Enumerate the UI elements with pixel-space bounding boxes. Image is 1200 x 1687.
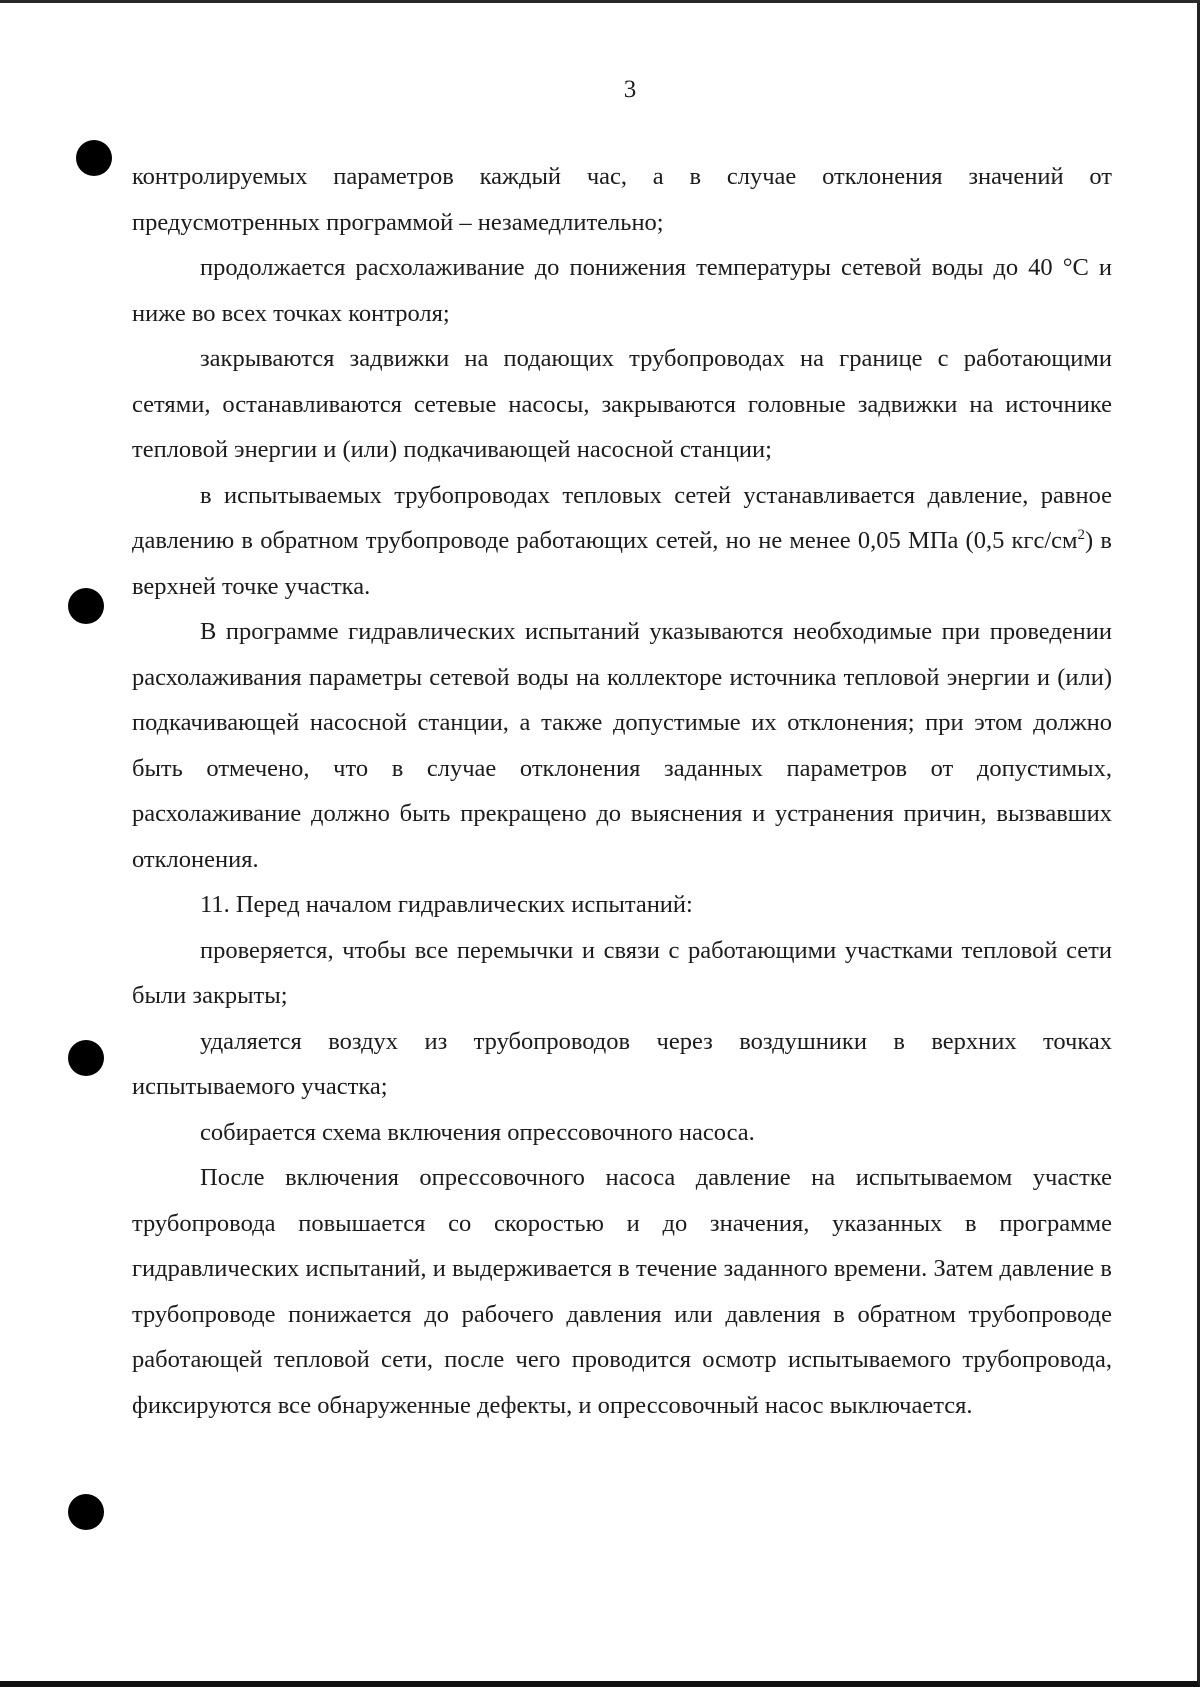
section-heading: 11. Перед началом гидравлических испытаний: [200,891,693,918]
document-body [132,154,1112,1428]
punch-hole-icon [76,140,112,176]
paragraph-text: в испытываемых трубопроводах тепловых сетей устанавливается давление, равное давлению в обратном трубопроводе работающих сетей, но не менее 0,05 МПа (0,5 кгс/см [132,481,1112,554]
paragraph: В программе гидравлических испытаний указываются необходимые при проведении расхолаживания параметры сетевой воды на коллекторе источника тепловой энергии и (или) подкачивающей насосной станции, а также допустимые их отклонения; при этом должно быть отмечено, что в случае отклонения заданных параметров от допустимых, расхолаживание должно быть прекращено до выяснения и устранения причин, вызвавших отклонения. [132,618,1112,873]
paragraph: собирается схема включения опрессовочного насоса. [200,1118,755,1146]
paragraph: проверяется, чтобы все перемычки и связи с работающими участками тепловой сети были закрыты; [132,936,1112,1009]
paragraph: удаляется воздух из трубопроводов через воздушники в верхних точках испытываемого участка; [132,1027,1112,1100]
punch-hole-icon [68,588,104,624]
page-number: 3 [623,76,637,103]
superscript: 2 [1077,526,1086,543]
paragraph: закрываются задвижки на подающих трубопроводах на границе с работающими сетями, останавливаются сетевые насосы, закрываются головные задвижки на источнике тепловой энергии и (или) подкачивающей насосной станции; [132,345,1112,463]
paragraph [132,473,1112,610]
scan-edge [0,0,1200,3]
punch-hole-icon [68,1494,104,1530]
paragraph: продолжается расхолаживание до понижения температуры сетевой воды до 40 °С и ниже во всех точках контроля; [132,254,1112,327]
paragraph: контролируемых параметров каждый час, а в случае отклонения значений от предусмотренных программой – незамедлительно; [132,163,1112,236]
paragraph-text-tail: ) в верхней точке участка. [132,527,1112,600]
punch-hole-icon [68,1040,104,1076]
paragraph: После включения опрессовочного насоса давление на испытываемом участке трубопровода повышается со скоростью и до значения, указанных в программе гидравлических испытаний, и выдерживается в течение заданного времени. Затем давление в трубопроводе понижается до рабочего давления или давления в обратном трубопроводе работающей тепловой сети, после чего проводится осмотр испытываемого трубопровода, фиксируются все обнаруженные дефекты, и опрессовочный насос выключается. [132,1164,1112,1419]
